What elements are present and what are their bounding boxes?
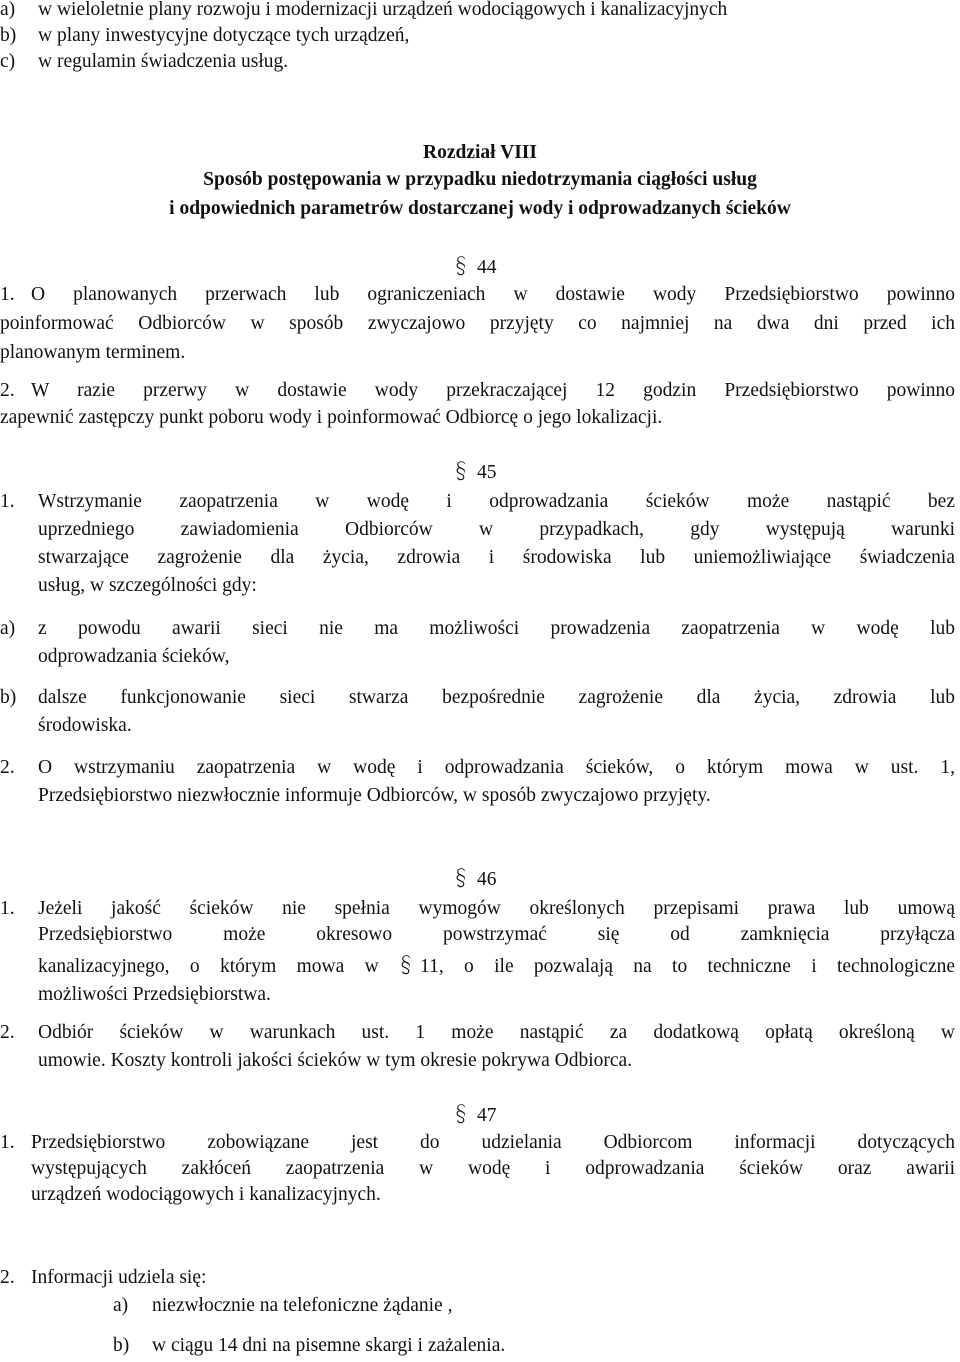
paragraph-label: 1. — [0, 898, 15, 919]
section-sign-icon — [456, 256, 467, 276]
paragraph-line: zapewnić zastępczy punkt poboru wody i poinformować Odbiorcę o jego lokalizacji. — [0, 407, 663, 428]
list-item-text: w plany inwestycyjne dotyczące tych urządzeń, — [38, 25, 410, 46]
list-item — [38, 686, 955, 738]
paragraph-label: 2. — [0, 1022, 15, 1043]
paragraph-label: 1. — [0, 284, 15, 305]
list-label: c) — [0, 51, 16, 72]
paragraph-line: Przedsiębiorstwo zobowiązane jest do udzielania Odbiorcom informacji dotyczących — [31, 1132, 955, 1153]
section-heading — [456, 256, 497, 280]
chapter-subtitle: Sposób postępowania w przypadku niedotrzymania ciągłości usług — [203, 169, 757, 190]
section-number: 44 — [477, 257, 497, 278]
list-item-text: w wieloletnie plany rozwoju i modernizacji urządzeń wodociągowych i kanalizacyjnych — [38, 0, 728, 20]
list-label: a) — [113, 1295, 129, 1316]
list-item-text: niezwłocznie na telefoniczne żądanie , — [152, 1295, 453, 1316]
paragraph-line: O planowanych przerwach lub ograniczeniach w dostawie wody Przedsiębiorstwo powinno — [31, 284, 955, 305]
paragraph — [38, 897, 955, 1007]
section-sign-icon — [456, 868, 467, 888]
paragraph-line: W razie przerwy w dostawie wody przekraczającej 12 godzin Przedsiębiorstwo powinno — [31, 380, 955, 401]
section-heading — [456, 461, 497, 485]
paragraph-line: umowie. Koszty kontroli jakości ścieków w tym okresie pokrywa Odbiorca. — [38, 1050, 633, 1071]
list-label: b) — [0, 687, 17, 708]
paragraph-line: występujących zakłóceń zaopatrzenia w wodę i odprowadzania ścieków oraz awarii — [31, 1158, 955, 1179]
section-sign-icon — [401, 955, 412, 975]
section-sign-icon — [456, 1104, 467, 1124]
list-item — [38, 617, 955, 669]
section-number: 45 — [477, 462, 497, 483]
paragraph-line: O wstrzymaniu zaopatrzenia w wodę i odprowadzania ścieków, o którym mowa w ust. 1, — [38, 757, 955, 778]
paragraph-label: 2. — [0, 380, 15, 401]
paragraph-line: uprzedniego zawiadomienia Odbiorców w przypadkach, gdy występują warunki — [38, 519, 955, 540]
paragraph-text: , o ile pozwalają na to techniczne i technologiczne — [438, 956, 956, 977]
paragraph-line: Wstrzymanie zaopatrzenia w wodę i odprowadzania ścieków może nastąpić bez — [38, 491, 955, 512]
paragraph — [38, 1021, 955, 1073]
list-item-text: w ciągu 14 dni na pisemne skargi i zażalenia. — [152, 1335, 506, 1356]
chapter-title: Rozdział VIII — [423, 142, 537, 163]
list-label: b) — [113, 1335, 130, 1356]
section-heading — [456, 1104, 497, 1128]
paragraph-line: stwarzające zagrożenie dla życia, zdrowia i środowiska lub uniemożliwiające świadczenia — [38, 547, 955, 568]
paragraph-line: Informacji udziela się: — [31, 1267, 207, 1288]
paragraph-line: Jeżeli jakość ścieków nie spełnia wymogów określonych przepisami prawa lub umową — [38, 898, 955, 919]
paragraph-line: środowiska. — [38, 715, 132, 736]
paragraph-line: urządzeń wodociągowych i kanalizacyjnych. — [31, 1184, 381, 1205]
paragraph — [31, 1131, 955, 1207]
paragraph-line — [38, 955, 955, 979]
paragraph — [31, 283, 955, 307]
paragraph-label: 2. — [0, 757, 15, 778]
paragraph — [38, 756, 955, 808]
paragraph-label: 2. — [0, 1267, 15, 1288]
paragraph-line: dalsze funkcjonowanie sieci stwarza bezpośrednie zagrożenie dla życia, zdrowia lub — [38, 687, 955, 708]
list-label: a) — [0, 618, 16, 639]
paragraph — [0, 312, 955, 336]
chapter-subtitle: i odpowiednich parametrów dostarczanej wody i odprowadzanych ścieków — [169, 198, 791, 219]
paragraph-line: z powodu awarii sieci nie ma możliwości prowadzenia zaopatrzenia w wodę lub — [38, 618, 955, 639]
list-label: b) — [0, 25, 17, 46]
paragraph-text: kanalizacyjnego, o którym mowa w — [38, 956, 379, 977]
section-number: 46 — [477, 869, 497, 890]
list-label: a) — [0, 0, 16, 20]
paragraph-line: Przedsiębiorstwo niezwłocznie informuje Odbiorców, w sposób zwyczajowo przyjęty. — [38, 785, 711, 806]
paragraph-line: poinformować Odbiorców w sposób zwyczajowo przyjęty co najmniej na dwa dni przed ich — [0, 313, 955, 334]
section-number: 47 — [477, 1105, 497, 1126]
paragraph-line: planowanym terminem. — [0, 342, 186, 363]
section-sign-icon — [456, 461, 467, 481]
list-item-text: w regulamin świadczenia usług. — [38, 51, 289, 72]
section-reference: 11 — [420, 956, 439, 977]
paragraph — [38, 490, 955, 598]
paragraph-line: Odbiór ścieków w warunkach ust. 1 może nastąpić za dodatkową opłatą określoną w — [38, 1022, 955, 1043]
paragraph-line: możliwości Przedsiębiorstwa. — [38, 984, 271, 1005]
paragraph-line: usług, w szczególności gdy: — [38, 575, 257, 596]
paragraph-line: Przedsiębiorstwo może okresowo powstrzymać się od zamknięcia przyłącza — [38, 924, 955, 945]
paragraph — [31, 379, 955, 403]
paragraph-line: odprowadzania ścieków, — [38, 646, 230, 667]
section-heading — [456, 868, 497, 892]
paragraph-label: 1. — [0, 491, 15, 512]
paragraph-label: 1. — [0, 1132, 15, 1153]
